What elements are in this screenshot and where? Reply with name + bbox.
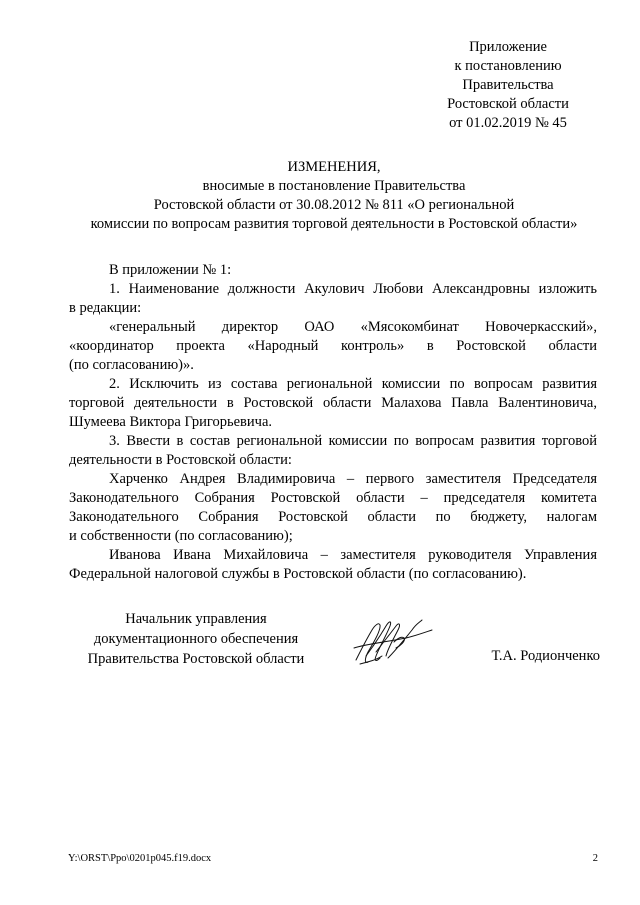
body-line: В приложении № 1: [109,262,232,278]
body-line: «генеральный директор ОАО «Мясокомбинат Новочеркасский», [109,319,597,335]
position-line: Начальник управления [125,611,267,627]
approval-line: Ростовской области [447,96,569,112]
document-title: ИЗМЕНЕНИЯ, [287,159,381,175]
document-heading [60,158,608,234]
body-line: 2. Исключить из состава региональной комиссии по вопросам развития [109,376,597,392]
approval-line: Правительства [462,77,554,93]
body-line: Шумеева Виктора Григорьевича. [69,414,273,430]
handwritten-signature [346,612,446,672]
body-line: «координатор проекта «Народный контроль» в Ростовской области [69,338,597,354]
document-body [69,261,597,584]
approval-line: к постановлению [454,58,562,74]
approval-line: Приложение [469,39,547,55]
heading-line: комиссии по вопросам развития торговой деятельности в Ростовской области» [90,216,578,232]
signatory-name: Т.А. Родионченко [491,648,600,664]
body-line: Федеральной налоговой службы в Ростовской области (по согласованию). [69,566,527,582]
body-line: (по согласованию)». [69,357,194,373]
approval-line: от 01.02.2019 № 45 [449,115,567,131]
file-path: Y:\ORST\Ppo\0201p045.f19.docx [68,853,212,864]
signatory-position [66,609,326,669]
approval-stamp [418,38,598,133]
body-line: Харченко Андрея Владимировича – первого заместителя Председателя [109,471,597,487]
body-line: деятельности в Ростовской области: [69,452,292,468]
body-line: Законодательного Собрания Ростовской области – председателя комитета [69,490,597,506]
body-line: в редакции: [69,300,142,316]
position-line: документационного обеспечения [93,631,299,647]
body-line: 1. Наименование должности Акулович Любови Александровны изложить [109,281,597,297]
body-line: 3. Ввести в состав региональной комиссии по вопросам развития торговой [109,433,597,449]
body-line: и собственности (по согласованию); [69,528,293,544]
heading-line: вносимые в постановление Правительства [202,178,466,194]
body-line: Иванова Ивана Михайловича – заместителя руководителя Управления [109,547,597,563]
heading-line: Ростовской области от 30.08.2012 № 811 «О региональной [153,197,515,213]
body-line: торговой деятельности в Ростовской области Малахова Павла Валентиновича, [69,395,597,411]
page-number: 2 [592,853,598,864]
body-line: Законодательного Собрания Ростовской области по бюджету, налогам [69,509,597,525]
position-line: Правительства Ростовской области [87,651,305,667]
